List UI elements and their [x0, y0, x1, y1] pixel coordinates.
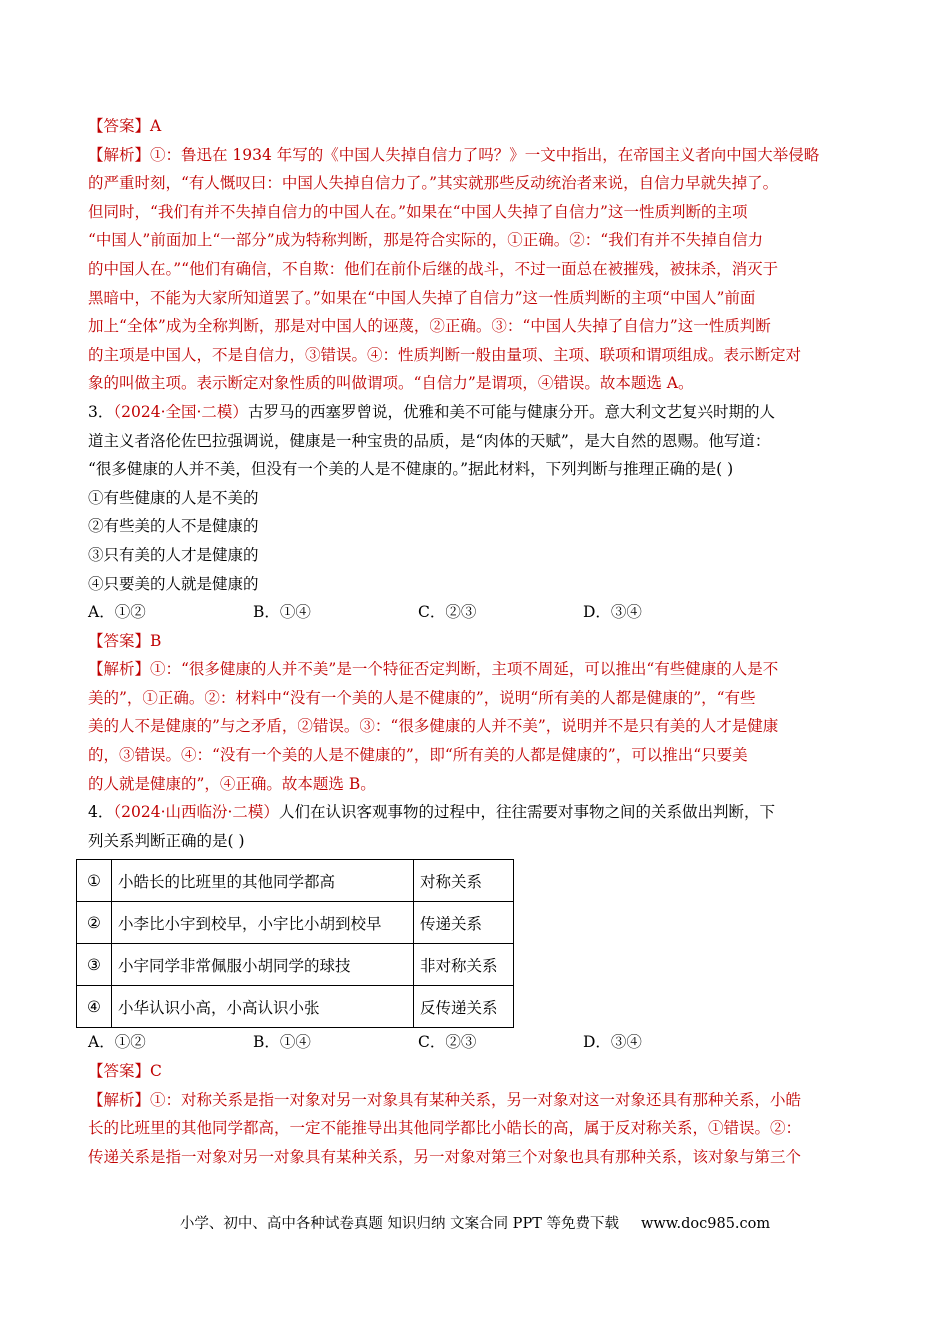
analysis-block [88, 141, 868, 398]
question-4 [88, 798, 868, 1171]
question-stem-line [88, 398, 868, 427]
analysis-line: 象的叫做主项。表示断定对象性质的叫做谓项。“自信力”是谓项，④错误。故本题选 A。 [88, 374, 694, 393]
statement-item: ①有些健康的人是不美的 [88, 488, 259, 507]
table-row [77, 860, 514, 902]
option-a: A．①② [88, 603, 146, 622]
analysis-line: 的严重时刻，“有人慨叹曰：中国人失掉自信力了。”其实就那些反动统治者来说，自信力早就失掉了。 [88, 174, 779, 193]
option-b: B．①④ [253, 1033, 311, 1052]
answer-options [88, 1028, 868, 1057]
row-relation-type: 对称关系 [414, 860, 514, 902]
option-d: D．③④ [583, 1033, 642, 1052]
footer-text: 小学、初中、高中各种试卷真题 知识归纳 文案合同 PPT 等免费下载 [179, 1216, 619, 1232]
question-number: 4． [88, 803, 114, 822]
answer-options [88, 598, 868, 627]
table-row [77, 986, 514, 1028]
analysis-line: 但同时，“我们有并不失掉自信力的中国人在。”如果在“中国人失掉了自信力”这一性质判断的主项 [88, 202, 748, 221]
option-b: B．①④ [253, 603, 311, 622]
analysis-line: 美的人不是健康的”与之矛盾，②错误。③：“很多健康的人并不美”，说明并不是只有美的人才是健康 [88, 717, 779, 736]
question-source: （2024·山西临汾·二模） [113, 803, 279, 822]
analysis-line: 【解析】①：“很多健康的人并不美”是一个特征否定判断，主项不周延，可以推出“有些健康的人是不 [88, 660, 779, 679]
analysis-line: 的，③错误。④：“没有一个美的人是不健康的”，即“所有美的人都是健康的”，可以推出“只要美 [88, 746, 748, 765]
analysis-line: 【解析】①：对称关系是指一对象对另一对象具有某种关系，另一对象对这一对象还具有那种关系，小皓 [88, 1090, 802, 1109]
page-footer [0, 1212, 950, 1233]
statement-item: ④只要美的人就是健康的 [88, 574, 259, 593]
option-d: D．③④ [583, 603, 642, 622]
row-number: ③ [77, 944, 112, 986]
option-c: C．②③ [418, 603, 477, 622]
answer-line: 【答案】C [88, 1062, 162, 1081]
analysis-line: 的主项是中国人，不是自信力，③错误。④：性质判断一般由量项、主项、联项和谓项组成。表示断定对 [88, 345, 802, 364]
question-stem-line: 列关系判断正确的是( ) [88, 831, 245, 850]
analysis-line: “中国人”前面加上“一部分”成为特称判断，那是符合实际的，①正确。②：“我们有并不失掉自信力 [88, 231, 764, 250]
question-stem-line: 道主义者洛伦佐巴拉强调说，健康是一种宝贵的品质，是“肉体的天赋”，是大自然的恩赐。他写道： [88, 431, 771, 450]
analysis-line: 传递关系是指一对象对另一对象具有某种关系，另一对象对第三个对象也具有那种关系，该对象与第三个 [88, 1147, 802, 1166]
footer-url[interactable]: www.doc985.com [640, 1216, 771, 1232]
question-stem-line [88, 798, 868, 827]
row-relation-type: 传递关系 [414, 902, 514, 944]
answer-line: 【答案】B [88, 631, 162, 650]
analysis-line: 【解析】①：鲁迅在 1934 年写的《中国人失掉自信力了吗？》一文中指出，在帝国主义者向中国大举侵略 [88, 145, 820, 164]
row-content: 小华认识小高，小高认识小张 [112, 986, 414, 1028]
analysis-line: 美的”，①正确。②：材料中“没有一个美的人是不健康的”，说明“所有美的人都是健康的”，“有些 [88, 688, 756, 707]
question-number: 3． [88, 402, 114, 421]
row-content: 小李比小宇到校早，小宇比小胡到校早 [112, 902, 414, 944]
row-number: ② [77, 902, 112, 944]
statement-item: ③只有美的人才是健康的 [88, 545, 259, 564]
table-row [77, 944, 514, 986]
document-body [88, 112, 868, 1171]
row-number: ④ [77, 986, 112, 1028]
row-content: 小宇同学非常佩服小胡同学的球技 [112, 944, 414, 986]
analysis-line: 加上“全体”成为全称判断，那是对中国人的诬蔑，②正确。③：“中国人失掉了自信力”这一性质判断 [88, 317, 771, 336]
question-stem-line: “很多健康的人并不美，但没有一个美的人是不健康的。”据此材料，下列判断与推理正确的是( ) [88, 460, 734, 479]
statement-item: ②有些美的人不是健康的 [88, 517, 259, 536]
row-content: 小皓长的比班里的其他同学都高 [112, 860, 414, 902]
option-a: A．①② [88, 1033, 146, 1052]
analysis-line: 黑暗中，不能为大家所知道罢了。”如果在“中国人失掉了自信力”这一性质判断的主项“中国人”前面 [88, 288, 756, 307]
analysis-line: 长的比班里的其他同学都高，一定不能推导出其他同学都比小皓长的高，属于反对称关系，①错误。②： [88, 1119, 802, 1138]
question-source: （2024·全国·二模） [113, 402, 248, 421]
table-row [77, 902, 514, 944]
relation-table [76, 859, 514, 1028]
analysis-line: 的人就是健康的”，④正确。故本题选 B。 [88, 774, 376, 793]
option-c: C．②③ [418, 1033, 477, 1052]
question-3 [88, 398, 868, 798]
question-stem-text: 古罗马的西塞罗曾说，优雅和美不可能与健康分开。意大利文艺复兴时期的人 [247, 402, 775, 421]
answer-line: 【答案】A [88, 117, 162, 135]
row-number: ① [77, 860, 112, 902]
row-relation-type: 反传递关系 [414, 986, 514, 1028]
analysis-line: 的中国人在。”“他们有确信，不自欺：他们在前仆后继的战斗，不过一面总在被摧残，被抹杀，消灭于 [88, 259, 779, 278]
question-stem-text: 人们在认识客观事物的过程中，往往需要对事物之间的关系做出判断，下 [278, 803, 775, 822]
row-relation-type: 非对称关系 [414, 944, 514, 986]
